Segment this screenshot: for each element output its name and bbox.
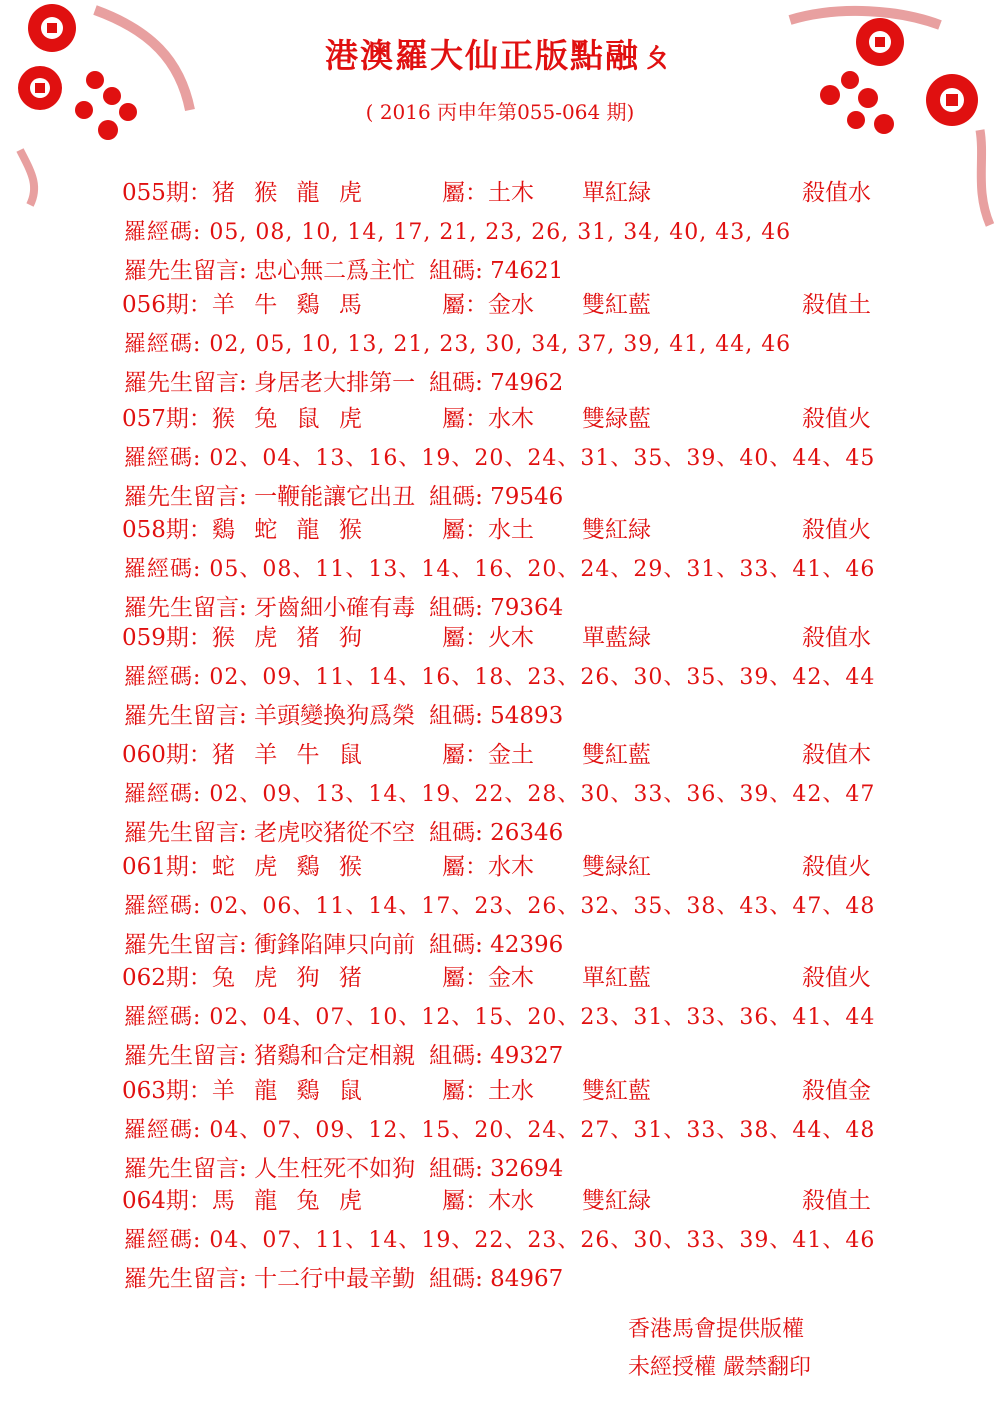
period-attribute: 屬：水木 [442,854,534,880]
message-label: 羅先生留言: [124,370,247,396]
message-row [124,1264,563,1294]
numbers-row [124,892,875,922]
period-kill: 殺值火 [802,965,871,991]
message-row [124,1041,563,1071]
period-colon: ： [188,1078,212,1104]
period-attribute: 屬：水木 [442,406,534,432]
period-header [122,178,871,208]
numbers-values: 04、07、09、12、15、20、24、27、31、33、38、44、48 [209,1118,876,1143]
period-label: 061期 [122,854,189,880]
numbers-row [124,780,875,810]
numbers-label: 羅經碼: [124,782,202,807]
message-text: 十二行中最辛勤 [254,1266,416,1292]
period-kill: 殺值土 [802,1188,871,1214]
page-subtitle: ( 2016 丙申年第055-064 期) [365,100,635,124]
period-kill: 殺值火 [802,406,871,432]
numbers-values: 02、04、13、16、19、20、24、31、35、39、40、44、45 [209,446,876,471]
numbers-label: 羅經碼: [124,1005,202,1030]
period-label: 063期 [122,1078,189,1104]
period-colon: ： [188,625,212,651]
period-zodiacs: 鷄 蛇 龍 猴 [211,517,368,543]
message-row [124,368,563,398]
footer-notice: 未經授權 嚴禁翻印 [628,1355,811,1380]
period-attribute: 屬：金土 [442,742,534,768]
message-text: 羊頭變換狗爲榮 [254,703,416,729]
code-value: 74962 [490,370,564,396]
message-text: 一鞭能讓它出丑 [254,484,416,510]
message-label: 羅先生留言: [124,1043,247,1069]
period-kill: 殺值木 [802,742,871,768]
period-colon: ： [188,406,212,432]
period-kill: 殺值金 [802,1078,871,1104]
message-text: 人生枉死不如狗 [254,1156,416,1182]
period-color: 單紅緑 [582,180,651,206]
message-text: 老虎咬猪從不空 [254,820,416,846]
numbers-label: 羅經碼: [124,332,202,357]
numbers-values: 05、08、11、13、14、16、20、24、29、31、33、41、46 [209,557,876,582]
message-label: 羅先生留言: [124,932,247,958]
period-attribute: 屬：土水 [442,1078,534,1104]
numbers-label: 羅經碼: [124,1118,202,1143]
numbers-label: 羅經碼: [124,665,202,690]
page-title: 港澳羅大仙正版點融ㄆ [325,36,675,75]
numbers-label: 羅經碼: [124,220,202,245]
numbers-label: 羅經碼: [124,894,202,919]
message-row [124,818,563,848]
numbers-values: 02, 05, 10, 13, 21, 23, 30, 34, 37, 39, 41, 44, 46 [209,332,792,357]
code-value: 79546 [490,484,564,510]
message-text: 牙齒細小確有毒 [254,595,416,621]
period-color: 雙紅藍 [582,1078,651,1104]
period-label: 056期 [122,292,189,318]
period-zodiacs: 猪 猴 龍 虎 [211,180,368,206]
period-attribute: 屬：木水 [442,1188,534,1214]
period-colon: ： [188,854,212,880]
message-label: 羅先生留言: [124,258,247,284]
message-row [124,701,563,731]
period-kill: 殺值火 [802,517,871,543]
numbers-values: 05, 08, 10, 14, 17, 21, 23, 26, 31, 34, 40, 43, 46 [209,220,792,245]
message-text: 忠心無二爲主忙 [254,258,416,284]
numbers-row [124,1003,875,1033]
period-attribute: 屬：金水 [442,292,534,318]
numbers-row [124,1116,875,1146]
period-kill: 殺值水 [802,625,871,651]
message-text: 猪鷄和合定相親 [254,1043,416,1069]
code-value: 79364 [490,595,564,621]
numbers-label: 羅經碼: [124,557,202,582]
period-color: 雙紅緑 [582,1188,651,1214]
code-label: 組碼: [429,703,483,729]
code-label: 組碼: [429,370,483,396]
period-header [122,290,871,320]
period-colon: ： [188,180,212,206]
numbers-row [124,330,791,360]
message-label: 羅先生留言: [124,595,247,621]
period-kill: 殺值火 [802,854,871,880]
numbers-row [124,444,875,474]
numbers-row [124,663,875,693]
period-color: 雙紅藍 [582,742,651,768]
code-value: 84967 [490,1266,564,1292]
message-label: 羅先生留言: [124,703,247,729]
period-zodiacs: 猴 虎 猪 狗 [211,625,368,651]
code-value: 54893 [490,703,564,729]
numbers-row [124,1226,875,1256]
numbers-label: 羅經碼: [124,446,202,471]
period-kill: 殺值水 [802,180,871,206]
message-label: 羅先生留言: [124,1156,247,1182]
period-kill: 殺值土 [802,292,871,318]
message-label: 羅先生留言: [124,484,247,510]
code-value: 26346 [490,820,564,846]
period-header [122,963,871,993]
period-colon: ： [188,965,212,991]
period-zodiacs: 羊 牛 鷄 馬 [211,292,368,318]
period-colon: ： [188,292,212,318]
code-label: 組碼: [429,484,483,510]
message-label: 羅先生留言: [124,1266,247,1292]
period-color: 雙紅藍 [582,292,651,318]
period-color: 雙緑藍 [582,406,651,432]
period-header [122,515,871,545]
numbers-values: 02、09、11、14、16、18、23、26、30、35、39、42、44 [209,665,876,690]
period-attribute: 屬：水土 [442,517,534,543]
message-row [124,930,563,960]
period-header [122,1186,871,1216]
numbers-label: 羅經碼: [124,1228,202,1253]
period-zodiacs: 羊 龍 鷄 鼠 [211,1078,368,1104]
numbers-values: 02、04、07、10、12、15、20、23、31、33、36、41、44 [209,1005,876,1030]
code-value: 49327 [490,1043,564,1069]
message-text: 身居老大排第一 [254,370,416,396]
code-label: 組碼: [429,932,483,958]
period-label: 058期 [122,517,189,543]
period-header [122,852,871,882]
period-zodiacs: 兔 虎 狗 猪 [211,965,368,991]
code-value: 42396 [490,932,564,958]
numbers-values: 02、06、11、14、17、23、26、32、35、38、43、47、48 [209,894,876,919]
period-colon: ： [188,517,212,543]
period-header [122,740,871,770]
period-attribute: 屬：土木 [442,180,534,206]
period-zodiacs: 蛇 虎 鷄 猴 [211,854,368,880]
period-label: 064期 [122,1188,189,1214]
period-color: 雙緑紅 [582,854,651,880]
code-label: 組碼: [429,820,483,846]
period-label: 059期 [122,625,189,651]
message-row [124,256,563,286]
period-zodiacs: 馬 龍 兔 虎 [211,1188,368,1214]
period-header [122,1076,871,1106]
period-label: 062期 [122,965,189,991]
message-row [124,1154,563,1184]
code-label: 組碼: [429,1043,483,1069]
period-attribute: 屬：金木 [442,965,534,991]
numbers-row [124,218,791,248]
period-label: 060期 [122,742,189,768]
numbers-row [124,555,875,585]
period-attribute: 屬：火木 [442,625,534,651]
period-zodiacs: 猪 羊 牛 鼠 [211,742,368,768]
period-color: 單藍緑 [582,625,651,651]
code-label: 組碼: [429,595,483,621]
message-row [124,593,563,623]
period-header [122,404,871,434]
code-value: 74621 [490,258,564,284]
message-text: 衝鋒陷陣只向前 [254,932,416,958]
code-label: 組碼: [429,1156,483,1182]
period-color: 單紅藍 [582,965,651,991]
code-label: 組碼: [429,1266,483,1292]
code-label: 組碼: [429,258,483,284]
period-zodiacs: 猴 兔 鼠 虎 [211,406,368,432]
message-label: 羅先生留言: [124,820,247,846]
numbers-values: 04、07、11、14、19、22、23、26、30、33、39、41、46 [209,1228,876,1253]
footer-copyright: 香港馬會提供版權 [628,1317,805,1342]
period-colon: ： [188,742,212,768]
period-label: 057期 [122,406,189,432]
period-color: 雙紅緑 [582,517,651,543]
period-header [122,623,871,653]
message-row [124,482,563,512]
numbers-values: 02、09、13、14、19、22、28、30、33、36、39、42、47 [209,782,876,807]
code-value: 32694 [490,1156,564,1182]
period-label: 055期 [122,180,189,206]
period-colon: ： [188,1188,212,1214]
